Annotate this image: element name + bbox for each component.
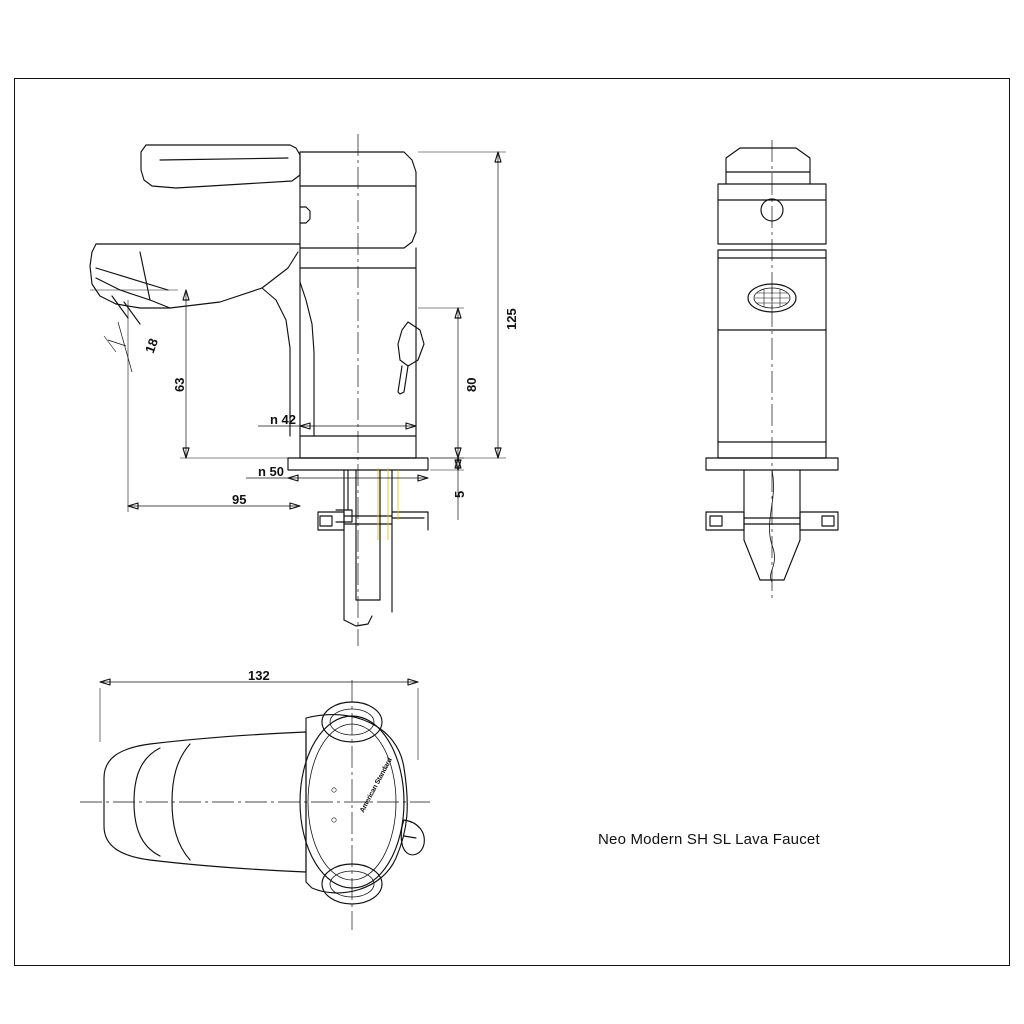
front-view-dimensions [90,152,506,520]
dimension-body-height: 63 [172,377,187,392]
front-elevation-view [90,134,428,646]
side-elevation-view [706,140,838,600]
dimension-height-total: 125 [504,308,519,330]
dimension-angle: 18 [142,336,162,356]
drawing-title: Neo Modern SH SL Lava Faucet [598,831,820,848]
dimension-deck-thickness: 5 [452,490,467,498]
dimension-spout-height: 80 [464,377,479,392]
dimension-handle-length: 132 [248,668,270,683]
dimension-base-diameter-lower: n 50 [258,464,285,479]
dimension-spout-reach: 95 [232,492,247,507]
dimension-base-diameter-upper: n 42 [270,412,297,427]
brand-mark: American Standard [359,757,394,814]
top-plan-view [80,679,430,930]
